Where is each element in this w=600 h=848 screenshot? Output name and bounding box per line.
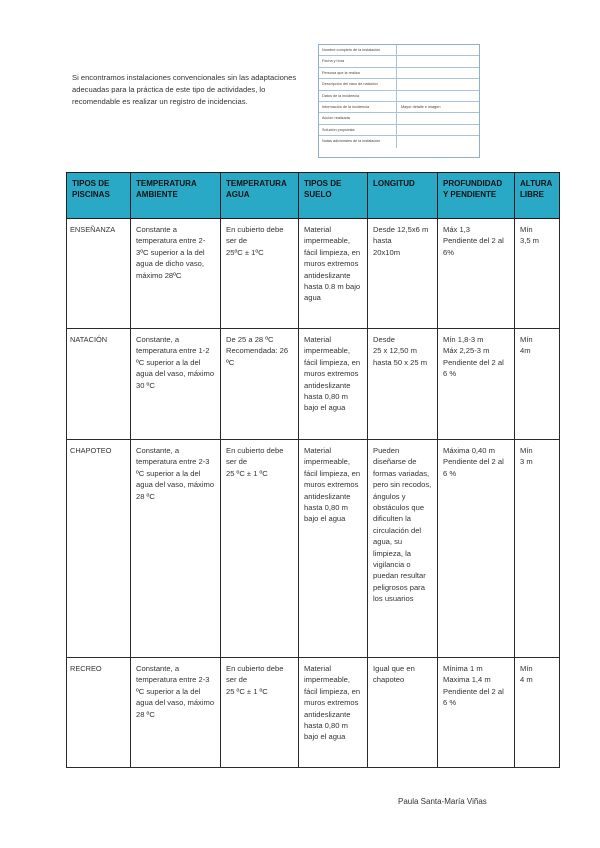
depth-slope-cell: Máx 1,3 Pendiente del 2 al 6% <box>438 219 515 329</box>
table-row <box>67 440 560 658</box>
form-row <box>319 102 479 113</box>
form-label: Fecha y hora <box>319 56 397 66</box>
pool-type-cell: CHAPOTEO <box>67 440 131 658</box>
ambient-temperature-cell: Constante, a temperatura entre 2-3 ºC superior a la del agua del vaso, máximo 28 ºC <box>131 440 221 658</box>
table-row <box>67 219 560 329</box>
pool-type-cell: ENSEÑANZA <box>67 219 131 329</box>
incident-form-image <box>318 44 480 158</box>
form-label: Nombre completo de la instalación <box>319 45 397 55</box>
table-row <box>67 658 560 768</box>
pool-type-cell: NATACIÓN <box>67 329 131 440</box>
pool-type-cell: RECREO <box>67 658 131 768</box>
form-row <box>319 68 479 79</box>
form-value <box>397 113 479 123</box>
length-cell: Desde 12,5x6 m hasta 20x10m <box>368 219 438 329</box>
form-row <box>319 91 479 102</box>
form-row <box>319 79 479 90</box>
water-temperature-cell: En cubierto debe ser de 25 ºC ± 1 ºC <box>221 658 299 768</box>
form-row <box>319 136 479 147</box>
form-label: Solución propuesta <box>319 125 397 135</box>
form-label: Persona que la realiza <box>319 68 397 78</box>
form-value <box>397 136 479 147</box>
form-row <box>319 45 479 56</box>
depth-slope-cell: Mínima 1 m Maxima 1,4 m Pendiente del 2 al 6 % <box>438 658 515 768</box>
water-temperature-cell: De 25 a 28 ºC Recomendada: 26 ºC <box>221 329 299 440</box>
form-label: Descripción del vaso de natación <box>319 79 397 89</box>
clear-height-cell: Mín 4m <box>515 329 560 440</box>
form-row <box>319 113 479 124</box>
floor-type-cell: Material impermeable, fácil limpieza, en muros extremos antideslizante hasta 0,80 m bajo el agua <box>299 658 368 768</box>
pool-types-table <box>66 172 560 768</box>
ambient-temperature-cell: Constante, a temperatura entre 2-3 ºC superior a la del agua del vaso, máximo 28 ºC <box>131 658 221 768</box>
clear-height-cell: Mín 4 m <box>515 658 560 768</box>
form-value <box>397 125 479 135</box>
floor-type-cell: Material impermeable, fácil limpieza, en muros extremos antideslizante hasta 0.8 m bajo agua <box>299 219 368 329</box>
header-floor-types: TIPOS DE SUELO <box>299 173 368 219</box>
form-row <box>319 56 479 67</box>
header-length: LONGITUD <box>368 173 438 219</box>
water-temperature-cell: En cubierto debe ser de 25ºC ± 1ºC <box>221 219 299 329</box>
clear-height-cell: Mín 3,5 m <box>515 219 560 329</box>
form-label: Información de la incidencia <box>319 102 397 112</box>
header-depth-slope: PROFUNDIDAD Y PENDIENTE <box>438 173 515 219</box>
form-row <box>319 125 479 136</box>
length-cell: Igual que en chapoteo <box>368 658 438 768</box>
form-value <box>397 91 479 101</box>
form-label: Datos de la incidencia <box>319 91 397 101</box>
clear-height-cell: Mín 3 m <box>515 440 560 658</box>
length-cell: Pueden diseñarse de formas variadas, pero sin recodos, ángulos y obstáculos que dificulten la circulación del agua, su limpieza, la vigilancia o puedan resultar peligrosos para los usuarios <box>368 440 438 658</box>
form-value: Mayor detalle e imagen <box>401 104 441 109</box>
form-label: Acción realizada <box>319 113 397 123</box>
floor-type-cell: Material impermeable, fácil limpieza, en muros extremos antideslizante hasta 0,80 m bajo el agua <box>299 329 368 440</box>
depth-slope-cell: Máxima 0,40 m Pendiente del 2 al 6 % <box>438 440 515 658</box>
author-name: Paula Santa-María Viñas <box>398 797 487 806</box>
length-cell: Desde 25 x 12,50 m hasta 50 x 25 m <box>368 329 438 440</box>
table-header-row <box>67 173 560 219</box>
ambient-temperature-cell: Constante, a temperatura entre 1-2 ºC superior a la del agua del vaso, máximo 30 ºC <box>131 329 221 440</box>
table-row <box>67 329 560 440</box>
form-value <box>397 79 479 89</box>
form-value <box>397 68 479 78</box>
form-value <box>397 56 479 66</box>
depth-slope-cell: Mín 1,8-3 m Máx 2,25-3 m Pendiente del 2 al 6 % <box>438 329 515 440</box>
floor-type-cell: Material impermeable, fácil limpieza, en muros extremos antideslizante hasta 0,80 m bajo el agua <box>299 440 368 658</box>
form-value <box>397 45 479 55</box>
form-label: Notas adicionales de la instalación <box>319 136 397 147</box>
header-clear-height: ALTURA LIBRE <box>515 173 560 219</box>
header-water-temperature: TEMPERATURA AGUA <box>221 173 299 219</box>
intro-paragraph: Si encontramos instalaciones convencionales sin las adaptaciones adecuadas para la práctica de este tipo de actividades, lo recomendable es realizar un registro de incidencias. <box>72 73 297 107</box>
water-temperature-cell: En cubierto debe ser de 25 ºC ± 1 ºC <box>221 440 299 658</box>
header-pool-types: TIPOS DE PISCINAS <box>67 173 131 219</box>
ambient-temperature-cell: Constante a temperatura entre 2-3ºC superior a la del agua de dicho vaso, máximo 28ºC <box>131 219 221 329</box>
header-ambient-temperature: TEMPERATURA AMBIENTE <box>131 173 221 219</box>
